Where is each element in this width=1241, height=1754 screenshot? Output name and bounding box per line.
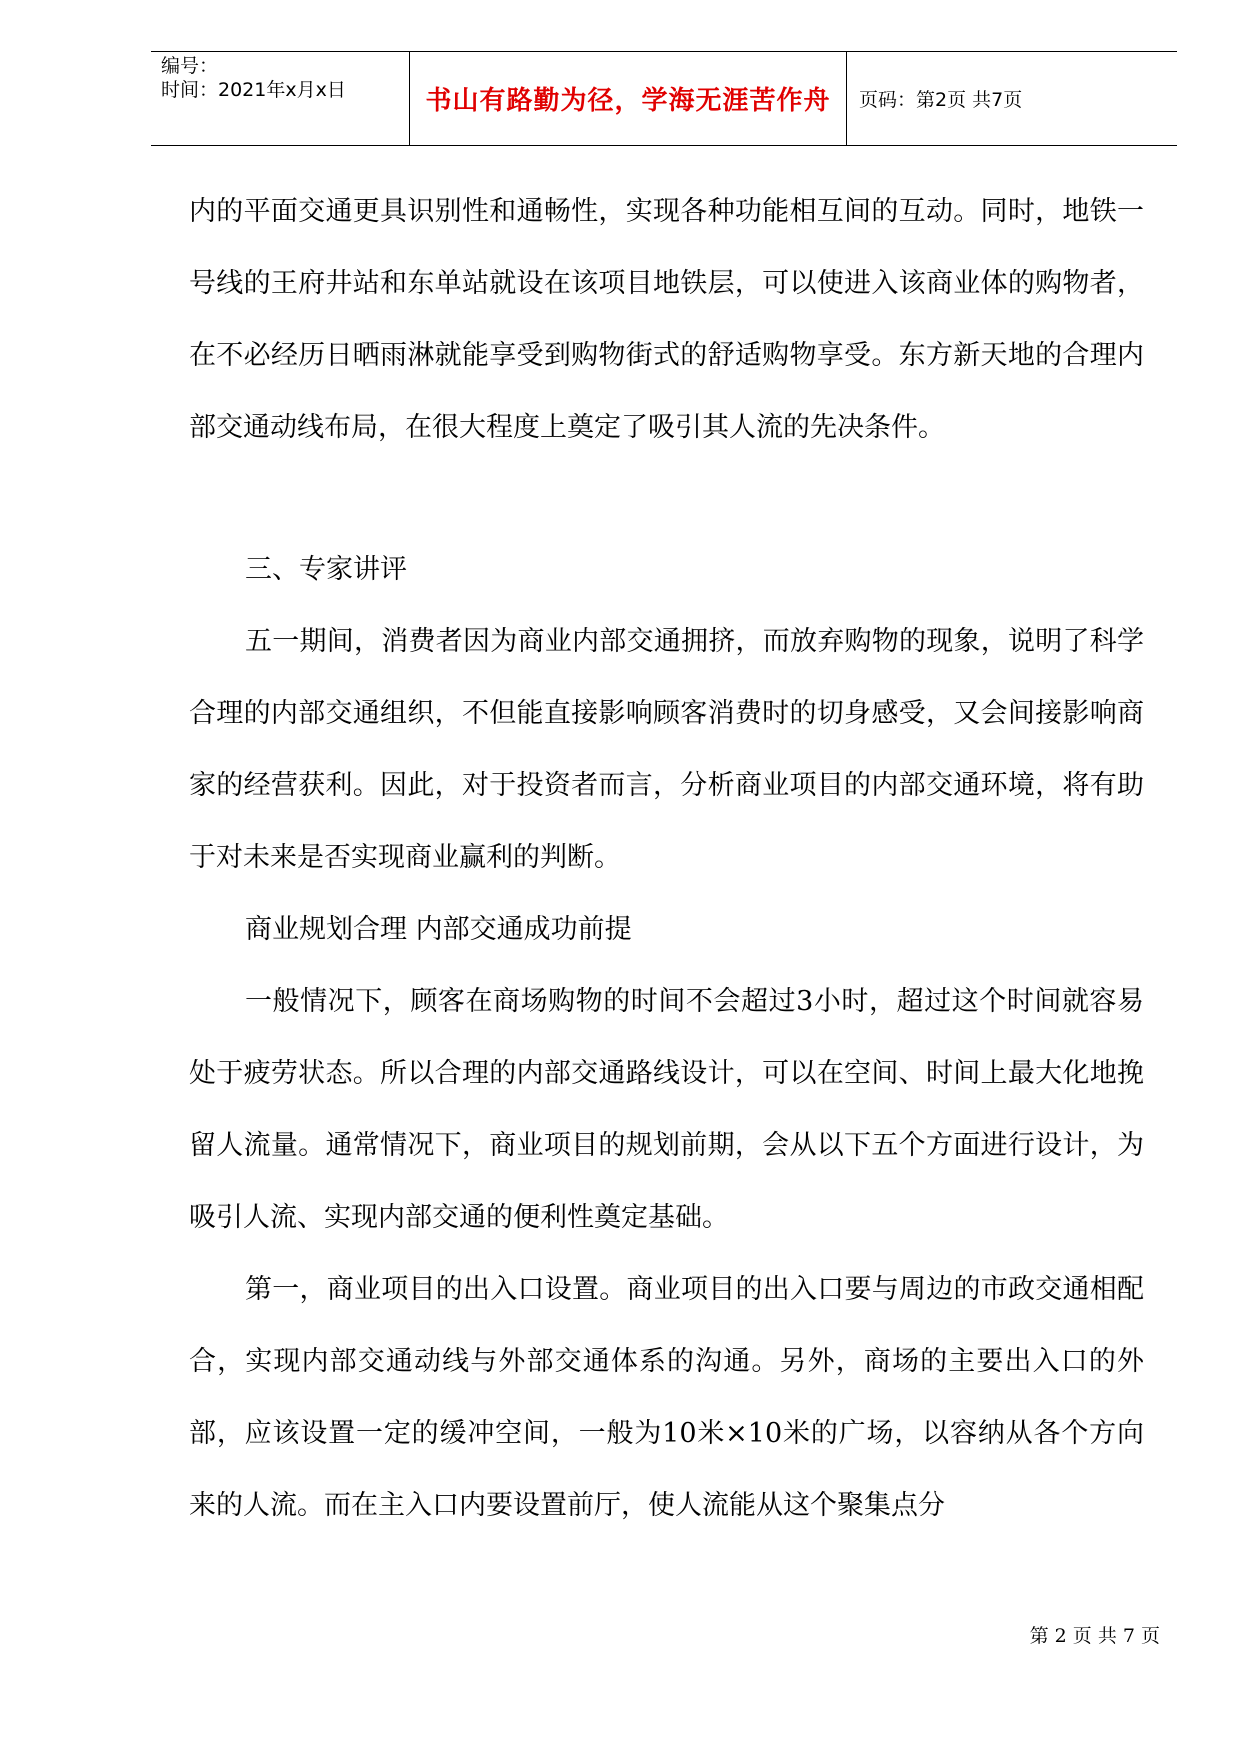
section-subheading: 商业规划合理 内部交通成功前提 [245,914,632,945]
document-time-label: 时间：2021年x月x日 [161,79,346,101]
document-header [151,51,1177,146]
section-gap [189,464,1144,534]
paragraph-expert-review: 五一期间，消费者因为商业内部交通拥挤，而放弃购物的现象，说明了科学合理的内部交通组织，不但能直接影响顾客消费时的切身感受，又会间接影响商家的经营获利。因此，对于投资者而言，分析商业项目的内部交通环境，将有助于对未来是否实现商业赢利的判断。 [189,626,1144,873]
section-heading: 三、专家讲评 [245,554,407,585]
paragraph-shopping-time: 一般情况下，顾客在商场购物的时间不会超过3小时，超过这个时间就容易处于疲劳状态。所以合理的内部交通路线设计，可以在空间、时间上最大化地挽留人流量。通常情况下，商业项目的规划前期，会从以下五个方面进行设计，为吸引人流、实现内部交通的便利性奠定基础。 [189,986,1144,1233]
paragraph-entrance-setting: 第一，商业项目的出入口设置。商业项目的出入口要与周边的市政交通相配合，实现内部交通动线与外部交通体系的沟通。另外，商场的主要出入口的外部，应该设置一定的缓冲空间，一般为10米×10米的广场，以容纳从各个方向来的人流。而在主入口内要设置前厅，使人流能从这个聚集点分 [189,1274,1144,1521]
page-footer: 第 2 页 共 7 页 [1029,1625,1160,1647]
header-page-cell [847,52,1177,145]
document-body [189,176,1144,1542]
header-meta-cell [151,52,410,145]
header-page-code: 页码：第2页 共7页 [859,89,1023,111]
paragraph-continuation: 内的平面交通更具识别性和通畅性，实现各种功能相互间的互动。同时，地铁一号线的王府井站和东单站就设在该项目地铁层，可以使进入该商业体的购物者，在不必经历日晒雨淋就能享受到购物街式的舒适购物享受。东方新天地的合理内部交通动线布局，在很大程度上奠定了吸引其人流的先决条件。 [189,196,1144,443]
header-motto-cell [410,52,847,145]
document-number-label: 编号： [161,55,219,77]
header-motto: 书山有路勤为径，学海无涯苦作舟 [425,86,831,116]
